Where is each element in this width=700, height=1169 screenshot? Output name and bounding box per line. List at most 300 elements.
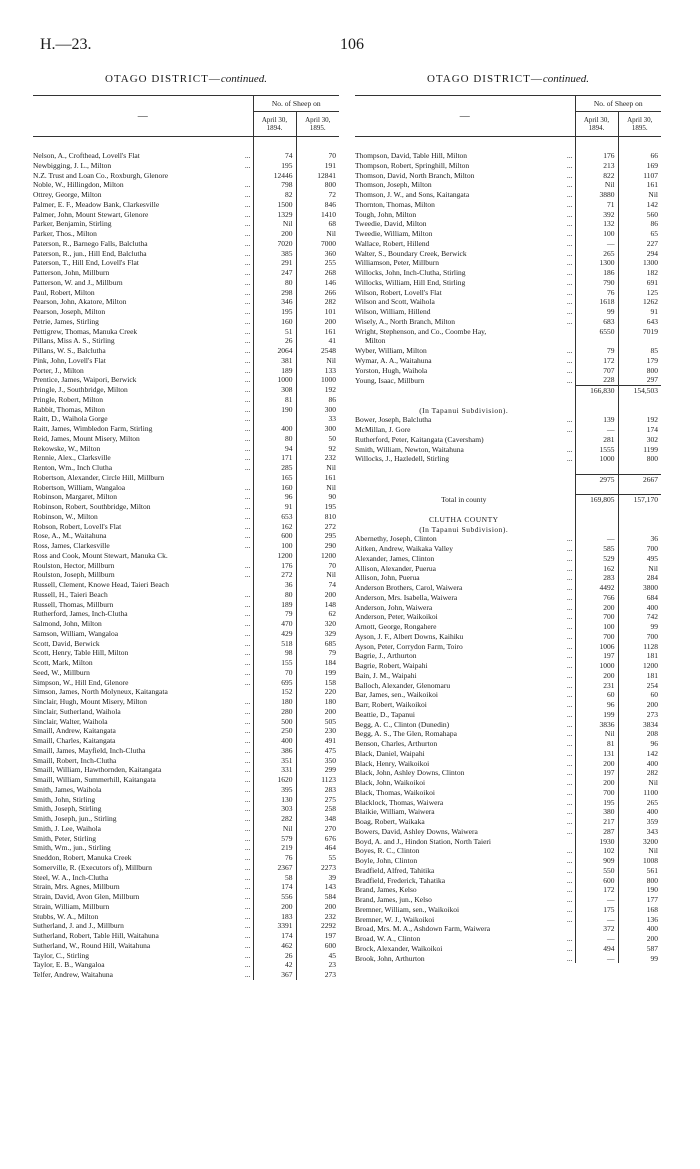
owner-name: N.Z. Trust and Loan Co., Roxburgh, Glenore [33,170,169,180]
sheep-1894-value: 579 [253,834,296,844]
leader-dots: ... [566,895,573,904]
table-row [33,434,339,444]
leader-dots: ... [244,628,251,638]
sheep-1894-value: 1200 [253,551,296,561]
owner-name: Boyd, A. and J., Hindon Station, North Taieri [355,836,491,846]
sheep-1895-value: 272 [324,521,336,531]
owner-name: Rabbit, Thomas, Milton [33,404,105,414]
owner-name: Bar, James, sen., Waikoikoi [355,690,438,700]
sheep-1894-value: 518 [253,639,296,649]
sheep-1894-value: — [575,915,618,925]
owner-cell [355,445,575,455]
sheep-1895-value: 99 [650,622,658,631]
owner-cell [33,483,253,493]
owner-cell [355,356,575,366]
owner-name: Boag, Robert, Waikaka [355,817,425,826]
owner-cell [355,603,575,613]
owner-name: Milton [365,336,386,346]
leader-dots: ... [244,180,251,190]
sheep-1895-value: Nil [648,563,658,573]
owner-name: Balloch, Alexander, Glenomaru [355,680,451,690]
sheep-1895-value: 1200 [321,550,336,560]
owner-cell [355,317,575,327]
sheep-1894-value: Nil [575,180,618,190]
leader-dots: ... [244,726,251,736]
owner-cell [33,522,253,532]
sheep-1894-value: 162 [575,564,618,574]
leader-dots: ... [566,277,573,287]
sheep-1894-value: 231 [575,681,618,691]
table-row [33,336,339,346]
owner-cell [355,661,575,671]
owner-cell [33,161,253,171]
sheep-1894-value: 1000 [575,661,618,671]
owner-cell [355,396,575,406]
sheep-1894-value [253,414,296,424]
sheep-1895-value: Nil [326,355,336,365]
leader-dots: ... [566,160,573,170]
sheep-1894-value: 798 [253,180,296,190]
leader-dots: ... [244,199,251,209]
sheep-1894-value: 200 [575,603,618,613]
owner-name: Black, Daniel, Waipahi [355,748,425,758]
sheep-1895-value: 297 [646,375,658,385]
sheep-1894-value: 462 [253,941,296,951]
owner-name: Young, Isaac, Millburn [355,375,425,385]
sheep-1894-value: 3836 [575,720,618,730]
owner-cell [355,336,575,346]
owner-cell [33,765,253,775]
owner-name: Paterson, T., Hill End, Lovell's Flat [33,258,139,268]
owner-name: Pink, John, Lovell's Flat [33,355,106,365]
owner-name: Ross and Cook, Mount Stewart, Manuka Ck. [33,550,168,560]
sheep-1895-value: 142 [646,199,658,209]
sheep-1894-value: 766 [575,593,618,603]
leader-dots: ... [566,778,573,787]
leader-dots: ... [244,921,251,931]
sheep-1895-value: Nil [326,229,336,238]
right-year1-l2: 1894. [588,124,605,132]
sheep-1895-value: 23 [328,960,336,970]
owner-name: Robson, Robert, Lovell's Flat [33,521,122,531]
owner-cell [33,502,253,512]
owner-name: Sneddon, Robert, Manuka Creek [33,853,132,862]
leader-dots: ... [566,307,573,316]
sheep-1894-value: 91 [253,502,296,512]
owner-cell [33,492,253,502]
sheep-1894-value: 6550 [575,327,618,337]
sheep-1894-value: 200 [575,759,618,769]
sheep-1895-value: 101 [324,307,336,316]
owner-cell [355,288,575,298]
sheep-1894-value: 82 [253,190,296,200]
leader-dots: ... [566,670,573,680]
table-row [33,453,339,463]
sheep-1894-value: 400 [253,424,296,434]
sheep-1895-value: Nil [648,846,658,856]
owner-name: Bremner, William, sen., Waikoikoi [355,904,460,914]
sheep-1894-value [575,406,618,416]
owner-cell [355,415,575,425]
table-row [355,817,661,827]
owner-name: Yorston, Hugh, Waihola [355,365,428,375]
owner-cell [33,395,253,405]
sheep-1894-value: 219 [253,843,296,853]
table-row [33,570,339,580]
leader-dots: ... [244,316,251,326]
owner-cell [33,453,253,463]
owner-cell [355,525,575,535]
table-row [33,522,339,532]
owner-cell [33,824,253,834]
owner-cell [33,317,253,327]
table-row [33,366,339,376]
sheep-1895-value: 3200 [643,836,658,846]
owner-name: Smaill, William, Hawthornden, Kaitangata [33,765,162,775]
owner-name: Patterson, W. and J., Millburn [33,277,123,287]
sheep-1895-value: 227 [646,238,658,248]
right-name-header: — [355,96,575,137]
owner-cell [355,710,575,720]
sheep-1895-value: 2667 [618,474,661,484]
sheep-1895-value: 800 [646,365,658,375]
left-group-header: No. of Sheep on [253,96,339,112]
leader-dots: ... [566,807,573,817]
leader-dots: ... [566,768,573,778]
table-row [33,824,339,834]
leader-dots: ... [566,573,573,583]
leader-dots: ... [244,229,251,238]
sheep-1894-value: 3880 [575,190,618,200]
leader-dots: ... [566,544,573,553]
sheep-1895-value: 195 [324,502,336,511]
owner-cell [355,681,575,691]
owner-cell [33,424,253,434]
table-row [33,258,339,268]
leader-dots: ... [244,238,251,248]
sheep-1894-value: 197 [575,768,618,778]
table-row [33,424,339,434]
sheep-1895-value: 33 [328,414,336,424]
table-row [33,726,339,736]
owner-cell [33,726,253,736]
table-row [355,505,661,515]
sheep-1894-value: 189 [253,366,296,376]
leader-dots: ... [244,258,251,268]
sheep-1895-value: 800 [646,875,658,885]
leader-dots: ... [566,297,573,307]
sheep-1895-value: Nil [326,463,336,472]
leader-dots: ... [566,415,573,425]
owner-name: Newbigging, J. L., Milton [33,160,112,170]
owner-cell [355,573,575,583]
leader-dots: ... [244,872,251,882]
sheep-1895-value: 329 [324,628,336,638]
left-name-header: — [33,96,253,137]
sheep-1894-value: — [575,425,618,435]
sheep-1895-value: 200 [646,934,658,943]
owner-cell [33,229,253,239]
table-row [33,931,339,941]
owner-name: Salmond, John, Milton [33,619,102,628]
sheep-1895-value [618,464,661,474]
sheep-1894-value: 74 [253,137,296,161]
sheep-1895-value: 230 [324,726,336,736]
sheep-1894-value: 166,830 [575,386,618,396]
sheep-1895-value: 284 [646,573,658,583]
leader-dots: ... [566,180,573,190]
table-row [355,396,661,406]
owner-cell [355,885,575,895]
leader-dots: ... [244,151,251,160]
leader-dots: ... [244,638,251,648]
sheep-1895-value: 300 [324,424,336,433]
owner-name: Russell, Clement, Knowe Head, Taieri Beach [33,580,169,589]
sheep-1894-value: 80 [253,434,296,444]
owner-cell [355,249,575,259]
sheep-1894-value: 98 [253,648,296,658]
owner-name: Williamson, Peter, Millburn [355,258,439,268]
owner-cell [355,700,575,710]
leader-dots: ... [566,563,573,573]
owner-name: Pringle, J., Southbridge, Milton [33,385,128,394]
table-row [33,375,339,385]
owner-cell [33,795,253,805]
sheep-1895-value: 136 [646,914,658,924]
sheep-1894-value: — [575,239,618,249]
owner-cell [33,658,253,668]
owner-cell [355,229,575,239]
owner-name: Noble, W., Hillingdon, Milton [33,180,124,190]
table-row [355,759,661,769]
table-row [33,892,339,902]
table-row [33,210,339,220]
leader-dots: ... [566,425,573,434]
owner-cell [355,856,575,866]
table-row [33,658,339,668]
leader-dots: ... [244,248,251,258]
leader-dots: ... [566,375,573,385]
sheep-1894-value: 1930 [575,837,618,847]
owner-cell [33,570,253,580]
owner-cell [33,873,253,883]
table-row [33,239,339,249]
owner-name: Black, John, Ashley Downs, Clinton [355,768,465,778]
owner-name: Walter, S., Boundary Creek, Berwick [355,248,467,258]
sheep-1894-value: 197 [575,651,618,661]
table-row [33,288,339,298]
sheep-1895-value: 177 [646,895,658,904]
owner-name: Thomson, David, North Branch, Milton [355,170,475,180]
table-row [33,307,339,317]
sheep-1895-value: 200 [324,706,336,716]
table-row [355,278,661,288]
table-row [355,622,661,632]
sheep-1894-value: 12446 [253,171,296,181]
sheep-1895-value: 181 [646,651,658,661]
sheep-1894-value: 700 [575,612,618,622]
owner-cell [33,463,253,473]
sheep-1894-value: 500 [253,717,296,727]
sheep-1894-value: 186 [575,268,618,278]
table-row [355,534,661,544]
sheep-1895-value: 360 [324,248,336,258]
table-row [355,866,661,876]
sheep-1894-value: 470 [253,619,296,629]
sheep-1895-value: 268 [324,268,336,277]
sheep-1894-value: 81 [253,395,296,405]
leader-dots: ... [244,511,251,521]
table-row [355,161,661,171]
leader-dots: ... [244,560,251,570]
owner-name: Brook, John, Arthurton [355,953,425,963]
table-row [355,915,661,925]
owner-name: Smith, J. Lee, Waihola [33,823,101,833]
owner-name: Black, John, Waikoikoi [355,778,426,787]
table-row [33,297,339,307]
leader-dots: ... [244,297,251,307]
table-row [33,707,339,717]
table-row [355,895,661,905]
sheep-1895-value: 148 [324,599,336,609]
owner-cell [355,180,575,190]
leader-dots: ... [244,745,251,755]
sheep-1895-value: 1199 [643,444,658,454]
owner-cell [355,876,575,886]
table-row [33,629,339,639]
sheep-1895-value: 270 [324,823,336,833]
leader-dots: ... [244,784,251,794]
table-row [33,395,339,405]
sheep-1894-value [575,396,618,406]
sheep-1894-value: 80 [253,278,296,288]
owner-cell [355,934,575,944]
leader-dots: ... [244,443,251,453]
sheep-1894-value: 1300 [575,258,618,268]
leader-dots: ... [566,346,573,355]
owner-cell [33,210,253,220]
right-year2-l1: April 30, [627,116,653,124]
sheep-1894-value: 199 [575,710,618,720]
table-row [33,229,339,239]
sheep-1895-value: 600 [324,940,336,950]
table-row [33,190,339,200]
leader-dots: ... [244,326,251,336]
sheep-1894-value: Nil [575,729,618,739]
owner-cell [33,180,253,190]
table-row [33,668,339,678]
sheep-1894-value: 213 [575,161,618,171]
owner-cell [355,505,575,515]
sheep-1895-value: 96 [650,739,658,748]
sheep-1895-value: 300 [324,404,336,414]
table-row [33,561,339,571]
owner-cell [33,405,253,415]
owner-name: Begg, A. C., Clinton (Dunedin) [355,719,450,729]
table-row [33,921,339,931]
leader-dots: ... [244,375,251,385]
leader-dots: ... [244,589,251,599]
sheep-1895-value: 179 [646,355,658,365]
leader-dots: ... [566,622,573,631]
owner-cell [33,239,253,249]
owner-name: Sinclair, Hugh, Mount Misery, Milton [33,697,148,706]
owner-name: Petrie, James, Stirling [33,316,99,326]
owner-cell [355,837,575,847]
sheep-1895-value: 1410 [321,209,336,219]
sheep-1894-value: — [575,534,618,544]
sheep-1894-value: 100 [253,541,296,551]
sheep-1895-value: 50 [328,433,336,443]
owner-name: Ayson, Peter, Corrydon Farm, Toiro [355,641,463,651]
sheep-1894-value: 367 [253,970,296,980]
leader-dots: ... [566,365,573,375]
leader-dots: ... [566,856,573,865]
sheep-1894-value: 200 [575,671,618,681]
leader-dots: ... [244,307,251,316]
owner-name: Robinson, W., Milton [33,511,98,521]
sheep-1895-value: 691 [646,277,658,287]
sheep-1894-value: 550 [575,866,618,876]
owner-cell [33,639,253,649]
leader-dots: ... [244,609,251,619]
owner-cell [355,425,575,435]
owner-cell [33,297,253,307]
sheep-1895-value: 560 [646,209,658,219]
sheep-1894-value: 102 [575,846,618,856]
sheep-1895-value: 400 [646,602,658,612]
owner-cell [33,941,253,951]
leader-dots: ... [566,238,573,248]
sheep-1895-value: 265 [646,797,658,807]
owner-cell [33,600,253,610]
owner-name: Smaill, William, Summerhill, Kaitangata [33,775,156,784]
owner-cell [33,970,253,980]
table-row [355,495,661,505]
sheep-1895-value: 182 [646,268,658,277]
owner-cell [355,190,575,200]
sheep-1894-value: 247 [253,268,296,278]
owner-cell [355,954,575,964]
sheep-1895-value: 143 [324,882,336,892]
table-row [33,327,339,337]
owner-cell [33,687,253,697]
owner-cell [33,775,253,785]
owner-cell [33,561,253,571]
owner-name: Samson, William, Wangaloa [33,628,119,638]
sheep-1894-value: 2975 [575,474,618,484]
table-row [355,846,661,856]
owner-cell [355,788,575,798]
owner-cell [355,612,575,622]
owner-cell [33,843,253,853]
table-row [355,700,661,710]
sheep-1895-value: 348 [324,814,336,823]
table-row [355,681,661,691]
leader-dots: ... [244,619,251,628]
owner-name: Rutherford, James, Inch-Clutha [33,609,128,619]
leader-dots: ... [566,865,573,875]
sheep-1894-value: 822 [575,171,618,181]
sheep-1894-value: 70 [253,668,296,678]
owner-name: Taylor, E. B., Wangaloa [33,960,105,970]
sheep-1894-value: 200 [253,902,296,912]
sheep-1894-value [575,336,618,346]
sheep-1894-value: 76 [575,288,618,298]
table-row [355,612,661,622]
sheep-1894-value: 529 [575,554,618,564]
owner-cell [33,756,253,766]
